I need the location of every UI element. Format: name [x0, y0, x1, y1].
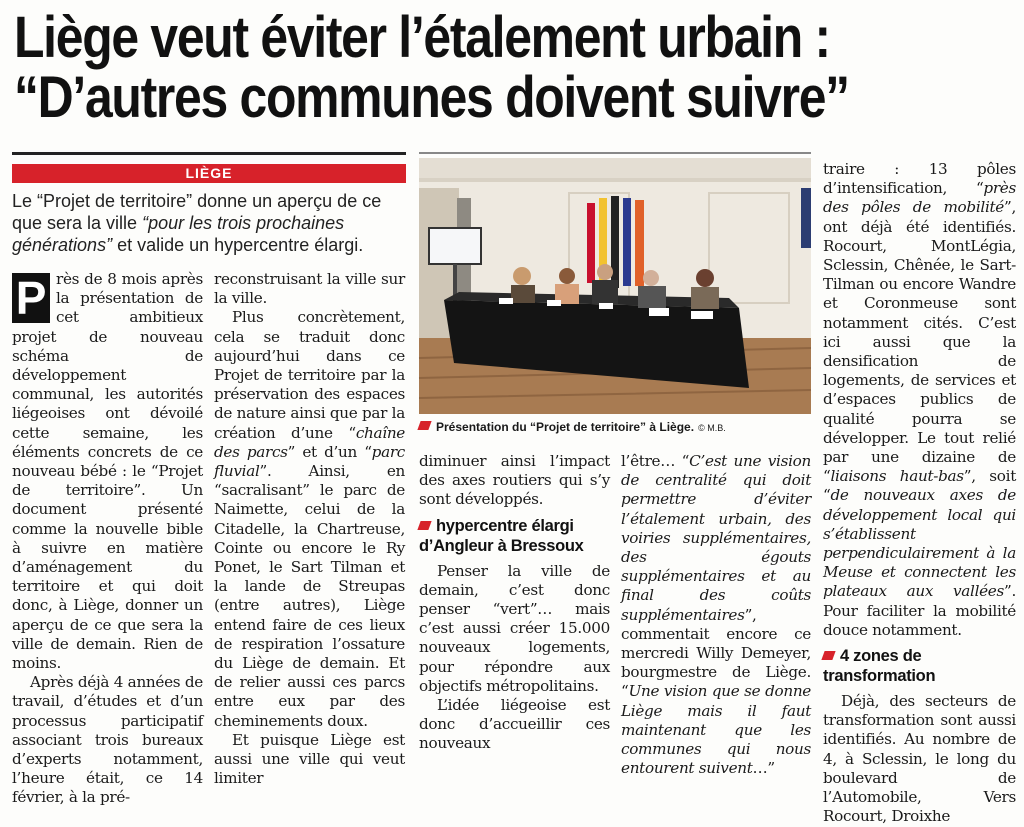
photo-caption [419, 420, 811, 436]
paragraph [12, 270, 203, 673]
photo-illustration [419, 158, 811, 414]
headline-line-1: Liège veut éviter l’étalement urbain : [14, 5, 830, 70]
paragraph-text: rès de 8 mois après la présentation de cet ambitieux projet de nouveau schéma de développement communal, les autorités liégeoises ont dévoilé cette semaine, les éléments concrets de ce nouveau bébé : le “Projet de territoire”. Un document présenté comme la nouvelle bible à suivre en matière d’aménagement du territoire et qui doit donc, à Liège, donner un aperçu de ce que sera la ville de demain. Rien de moins. [12, 270, 203, 673]
paragraph-quote: chaîne des parcs [214, 423, 405, 461]
paragraph: L’idée liégeoise est donc d’accueillir ces nouveaux [419, 696, 610, 753]
paragraph-quote: près des pôles de mobilité [823, 179, 1016, 217]
paragraph-text: ” et d’un “ [287, 442, 372, 461]
headline [14, 5, 874, 130]
headline-line-2: “D’autres communes doivent suivre” [14, 65, 849, 130]
paragraph-text: …” [752, 759, 775, 778]
paragraph-text: ”. Pour faciliter la mobilité douce notamment. [823, 582, 1016, 639]
paragraph-text: ”. Ainsi, en “sacralisant” le parc de Naimette, celui de la Citadelle, la Chartreuse, Cointe ou encore le Ry Ponet, le Sart Tilman et la lande de Streupas (entre autres), Liège entend faire de ces lieux de respiration l’ossature du Liège de demain. Et de relier aussi ces parcs entre eux par des cheminements doux. [214, 462, 405, 730]
drop-cap: P [12, 273, 50, 323]
paragraph-quote: parc fluvial [214, 442, 406, 481]
paragraph-quote: Une vision que se donne Liège mais il faut maintenant que les communes qui nous entourent suivent [621, 682, 811, 778]
paragraph: diminuer ainsi l’impact des axes routiers qui s’y sont développés. [419, 452, 610, 509]
red-flag-icon [417, 421, 431, 430]
paragraph-text: ”, ont déjà été identifiés. Rocourt, MontLégia, Sclessin, Chênée, le Sart-Tilman ou encore Wandre et Coronmeuse sont notamment cités. C’est ici aussi que la densification de logements, de services et d’espaces publics de qualité pourra se développer. Le tout relié par une dizaine de “ [823, 198, 1016, 486]
paragraph: Déjà, des secteurs de transformation sont aussi identifiés. Au nombre de 4, à Sclessin, le long du boulevard de l’Automobile, Vers Rocourt, Droixhe [823, 692, 1016, 826]
red-flag-icon [821, 651, 835, 660]
lead-paragraph [12, 190, 410, 256]
paragraph-text: ”, commentait encore ce mercredi Willy Demeyer, bourgmestre de Liège. “ [621, 605, 811, 701]
paragraph-text: l’être… “ [621, 452, 690, 470]
paragraph [214, 308, 405, 730]
article-column-5 [823, 160, 1016, 827]
divider [419, 152, 811, 154]
paragraph: reconstruisant la ville sur la ville. [214, 270, 405, 308]
lead-text: Le “Projet de territoire” donne un aperçu de ce que sera la ville [12, 191, 382, 233]
divider [12, 152, 406, 155]
caption-text: Présentation du “Projet de territoire” à Liège. [436, 420, 695, 434]
paragraph [621, 452, 811, 778]
paragraph-quote: de nouveaux axes de développement local qui s’établissent perpendiculairement à la Meuse et connectent les plateaux aux vallées [823, 486, 1016, 601]
paragraph-quote: C’est une vision de centralité qui doit permettre d’éviter l’étalement urbain, des voiries supplémentaires, des égouts supplémentaires et au final des coûts supplémentaires [621, 452, 811, 624]
paragraph: Après déjà 4 années de travail, d’études et d’un processus participatif associant trois bureaux d’experts notamment, l’heure était, ce 14 février, à la pré- [12, 673, 203, 807]
subheading [419, 516, 610, 556]
paragraph-quote: liaisons haut-bas [830, 467, 964, 486]
paragraph-text: Plus concrètement, cela se traduit donc aujourd’hui dans ce Projet de territoire par la préservation des espaces de nature ainsi que par la création d’une “ [214, 308, 405, 442]
paragraph: Penser la ville de demain, c’est donc penser “vert”… mais c’est aussi créer 15.000 nouveaux logements, pour répondre aux objectifs métropolitains. [419, 561, 610, 695]
lead-quote: “pour les trois prochaines générations” [12, 213, 345, 255]
article-column-2 [214, 270, 405, 788]
subheading-text: 4 zones de transformation [823, 647, 936, 686]
press-conference-photo [419, 158, 811, 414]
paragraph-text: ”, soit “ [823, 467, 1017, 505]
article-column-4 [621, 452, 811, 778]
photo-credit: © M.B. [698, 423, 726, 433]
subheading-text: hypercentre élargi d’Angleur à Bressoux [419, 516, 584, 555]
article-column-1 [12, 270, 203, 808]
red-flag-icon [417, 521, 431, 530]
article-column-3 [419, 452, 610, 754]
paragraph: Et puisque Liège est aussi une ville qui veut limiter [214, 730, 405, 788]
subheading [823, 646, 1016, 686]
section-kicker: LIÈGE [12, 164, 406, 183]
paragraph [823, 160, 1016, 640]
paragraph-text: traire : 13 pôles d’intensification, “ [823, 160, 1016, 198]
lead-text: et valide un hypercentre élargi. [112, 235, 364, 255]
